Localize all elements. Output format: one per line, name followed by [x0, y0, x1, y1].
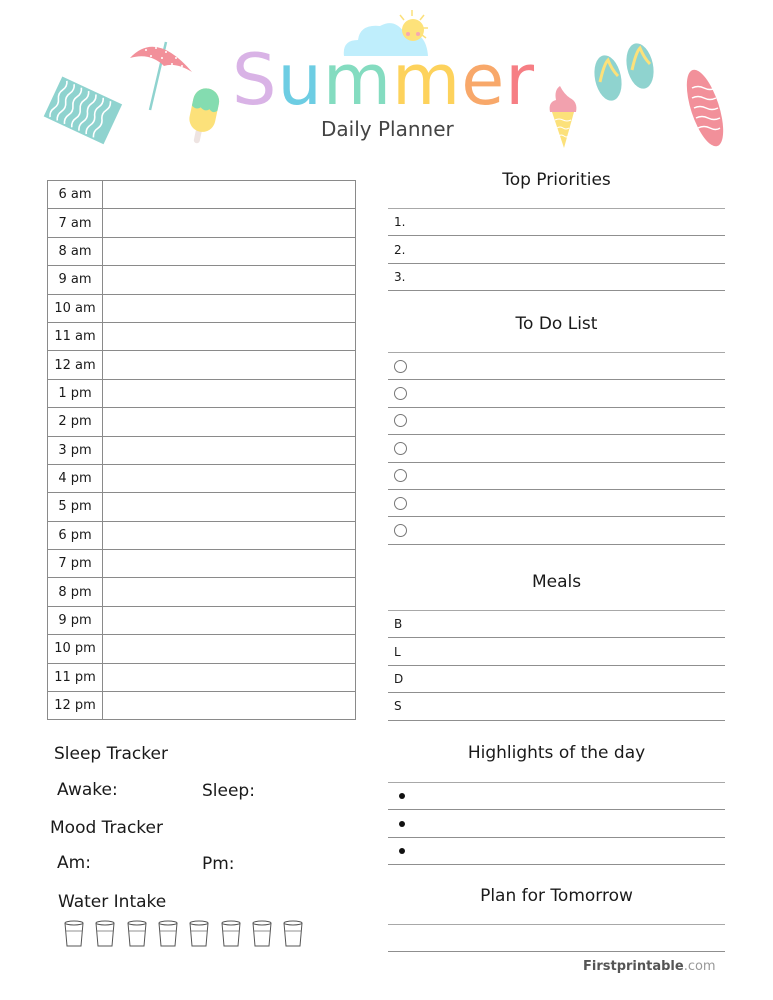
- meal-item-lunch[interactable]: [388, 638, 725, 665]
- meal-label: D: [394, 671, 404, 686]
- bullet-icon: [399, 793, 405, 799]
- checkbox-circle-icon[interactable]: [394, 524, 407, 537]
- time-label: 8 am: [48, 237, 103, 265]
- sleep-tracker-title: Sleep Tracker: [54, 744, 168, 764]
- towel-icon: [40, 70, 125, 150]
- schedule-row: [48, 635, 356, 663]
- priority-number: 2.: [394, 242, 406, 257]
- meal-label: B: [394, 617, 403, 632]
- priority-item[interactable]: [388, 264, 725, 291]
- schedule-row: [48, 606, 356, 634]
- meals-list: [388, 610, 725, 721]
- water-glass-icon[interactable]: [252, 920, 272, 948]
- brand-footer: [583, 959, 716, 974]
- schedule-slot[interactable]: [103, 181, 356, 209]
- priority-item[interactable]: [388, 236, 725, 263]
- schedule-slot[interactable]: [103, 606, 356, 634]
- todo-item[interactable]: [388, 463, 725, 490]
- time-label: 3 pm: [48, 436, 103, 464]
- schedule-row: [48, 663, 356, 691]
- water-glass-icon[interactable]: [283, 920, 303, 948]
- schedule-row: [48, 181, 356, 209]
- schedule-slot[interactable]: [103, 635, 356, 663]
- schedule-slot[interactable]: [103, 237, 356, 265]
- priority-number: 1.: [394, 215, 406, 230]
- time-label: 5 pm: [48, 493, 103, 521]
- brand-suffix: .com: [683, 959, 716, 974]
- title-letter: r: [505, 39, 536, 121]
- highlight-item[interactable]: [388, 838, 725, 865]
- time-label: 11 pm: [48, 663, 103, 691]
- schedule-row: [48, 294, 356, 322]
- meal-label: S: [394, 699, 402, 714]
- todo-title: To Do List: [515, 314, 598, 334]
- title-letter: S: [232, 39, 278, 121]
- schedule-row: [48, 493, 356, 521]
- todo-item[interactable]: [388, 517, 725, 544]
- bullet-icon: [399, 821, 405, 827]
- water-glass-icon[interactable]: [64, 920, 84, 948]
- schedule-row: [48, 550, 356, 578]
- water-glass-icon[interactable]: [221, 920, 241, 948]
- schedule-slot[interactable]: [103, 351, 356, 379]
- tomorrow-title: Plan for Tomorrow: [480, 886, 633, 906]
- water-glass-icon[interactable]: [189, 920, 209, 948]
- title-letter: e: [461, 39, 506, 121]
- schedule-row: [48, 521, 356, 549]
- mood-tracker-title: Mood Tracker: [50, 818, 163, 838]
- highlight-item[interactable]: [388, 810, 725, 837]
- tomorrow-lines: [388, 924, 725, 952]
- schedule-slot[interactable]: [103, 493, 356, 521]
- priorities-list: [388, 208, 725, 291]
- time-label: 1 pm: [48, 379, 103, 407]
- tomorrow-line[interactable]: [388, 925, 725, 952]
- schedule-slot[interactable]: [103, 436, 356, 464]
- schedule-slot[interactable]: [103, 379, 356, 407]
- time-label: 8 pm: [48, 578, 103, 606]
- time-label: 6 pm: [48, 521, 103, 549]
- time-label: 9 pm: [48, 606, 103, 634]
- mood-am-label: Am:: [57, 853, 91, 873]
- schedule-slot[interactable]: [103, 663, 356, 691]
- highlights-list: [388, 782, 725, 865]
- meal-label: L: [394, 644, 401, 659]
- title-letter: m: [322, 39, 393, 121]
- page-subtitle: Daily Planner: [321, 117, 454, 141]
- sleep-label: Sleep:: [202, 781, 255, 801]
- title-letter: m: [392, 39, 462, 121]
- highlights-title: Highlights of the day: [467, 743, 646, 763]
- time-label: 7 am: [48, 209, 103, 237]
- schedule-row: [48, 692, 356, 720]
- meal-item-dinner[interactable]: [388, 666, 725, 693]
- schedule-row: [48, 408, 356, 436]
- water-intake-title: Water Intake: [58, 892, 167, 912]
- schedule-row: [48, 237, 356, 265]
- mood-pm-label: Pm:: [202, 854, 235, 874]
- time-label: 10 am: [48, 294, 103, 322]
- schedule-row: [48, 266, 356, 294]
- schedule-slot[interactable]: [103, 266, 356, 294]
- checkbox-circle-icon[interactable]: [394, 442, 407, 455]
- time-label: 6 am: [48, 181, 103, 209]
- schedule-slot[interactable]: [103, 550, 356, 578]
- schedule-row: [48, 351, 356, 379]
- water-glass-icon[interactable]: [158, 920, 178, 948]
- time-label: 4 pm: [48, 464, 103, 492]
- checkbox-circle-icon[interactable]: [394, 387, 407, 400]
- schedule-row: [48, 578, 356, 606]
- water-glass-icon[interactable]: [95, 920, 115, 948]
- hourly-schedule: [47, 180, 356, 720]
- time-label: 10 pm: [48, 635, 103, 663]
- schedule-row: [48, 436, 356, 464]
- meal-item-snack[interactable]: [388, 693, 725, 720]
- time-label: 9 am: [48, 266, 103, 294]
- checkbox-circle-icon[interactable]: [394, 360, 407, 373]
- schedule-row: [48, 464, 356, 492]
- meals-title: Meals: [531, 572, 582, 592]
- schedule-slot[interactable]: [103, 294, 356, 322]
- schedule-slot[interactable]: [103, 209, 356, 237]
- schedule-slot[interactable]: [103, 464, 356, 492]
- schedule-slot[interactable]: [103, 578, 356, 606]
- todo-item[interactable]: [388, 408, 725, 435]
- checkbox-circle-icon[interactable]: [394, 414, 407, 427]
- awake-label: Awake:: [57, 780, 118, 800]
- brand-name: Firstprintable: [583, 959, 684, 974]
- water-glass-icon[interactable]: [127, 920, 147, 948]
- schedule-row: [48, 379, 356, 407]
- time-label: 12 pm: [48, 692, 103, 720]
- flip-flops-icon: [590, 38, 662, 104]
- schedule-row: [48, 322, 356, 350]
- highlight-item[interactable]: [388, 783, 725, 810]
- schedule-slot[interactable]: [103, 521, 356, 549]
- ice-cream-icon: [546, 84, 580, 150]
- page-title: [232, 40, 535, 120]
- todo-list: [388, 352, 725, 545]
- time-label: 7 pm: [48, 550, 103, 578]
- priority-number: 3.: [394, 269, 406, 284]
- todo-item[interactable]: [388, 435, 725, 462]
- schedule-slot[interactable]: [103, 408, 356, 436]
- todo-item[interactable]: [388, 353, 725, 380]
- todo-item[interactable]: [388, 380, 725, 407]
- time-label: 12 am: [48, 351, 103, 379]
- checkbox-circle-icon[interactable]: [394, 469, 407, 482]
- todo-item[interactable]: [388, 490, 725, 517]
- schedule-row: [48, 209, 356, 237]
- bullet-icon: [399, 848, 405, 854]
- schedule-slot[interactable]: [103, 322, 356, 350]
- priorities-title: Top Priorities: [502, 170, 611, 190]
- popsicle-icon: [182, 84, 224, 148]
- title-letter: u: [277, 39, 323, 121]
- checkbox-circle-icon[interactable]: [394, 497, 407, 510]
- schedule-slot[interactable]: [103, 692, 356, 720]
- time-label: 2 pm: [48, 408, 103, 436]
- meal-item-breakfast[interactable]: [388, 611, 725, 638]
- surfboard-icon: [680, 66, 730, 150]
- time-label: 11 am: [48, 322, 103, 350]
- priority-item[interactable]: [388, 209, 725, 236]
